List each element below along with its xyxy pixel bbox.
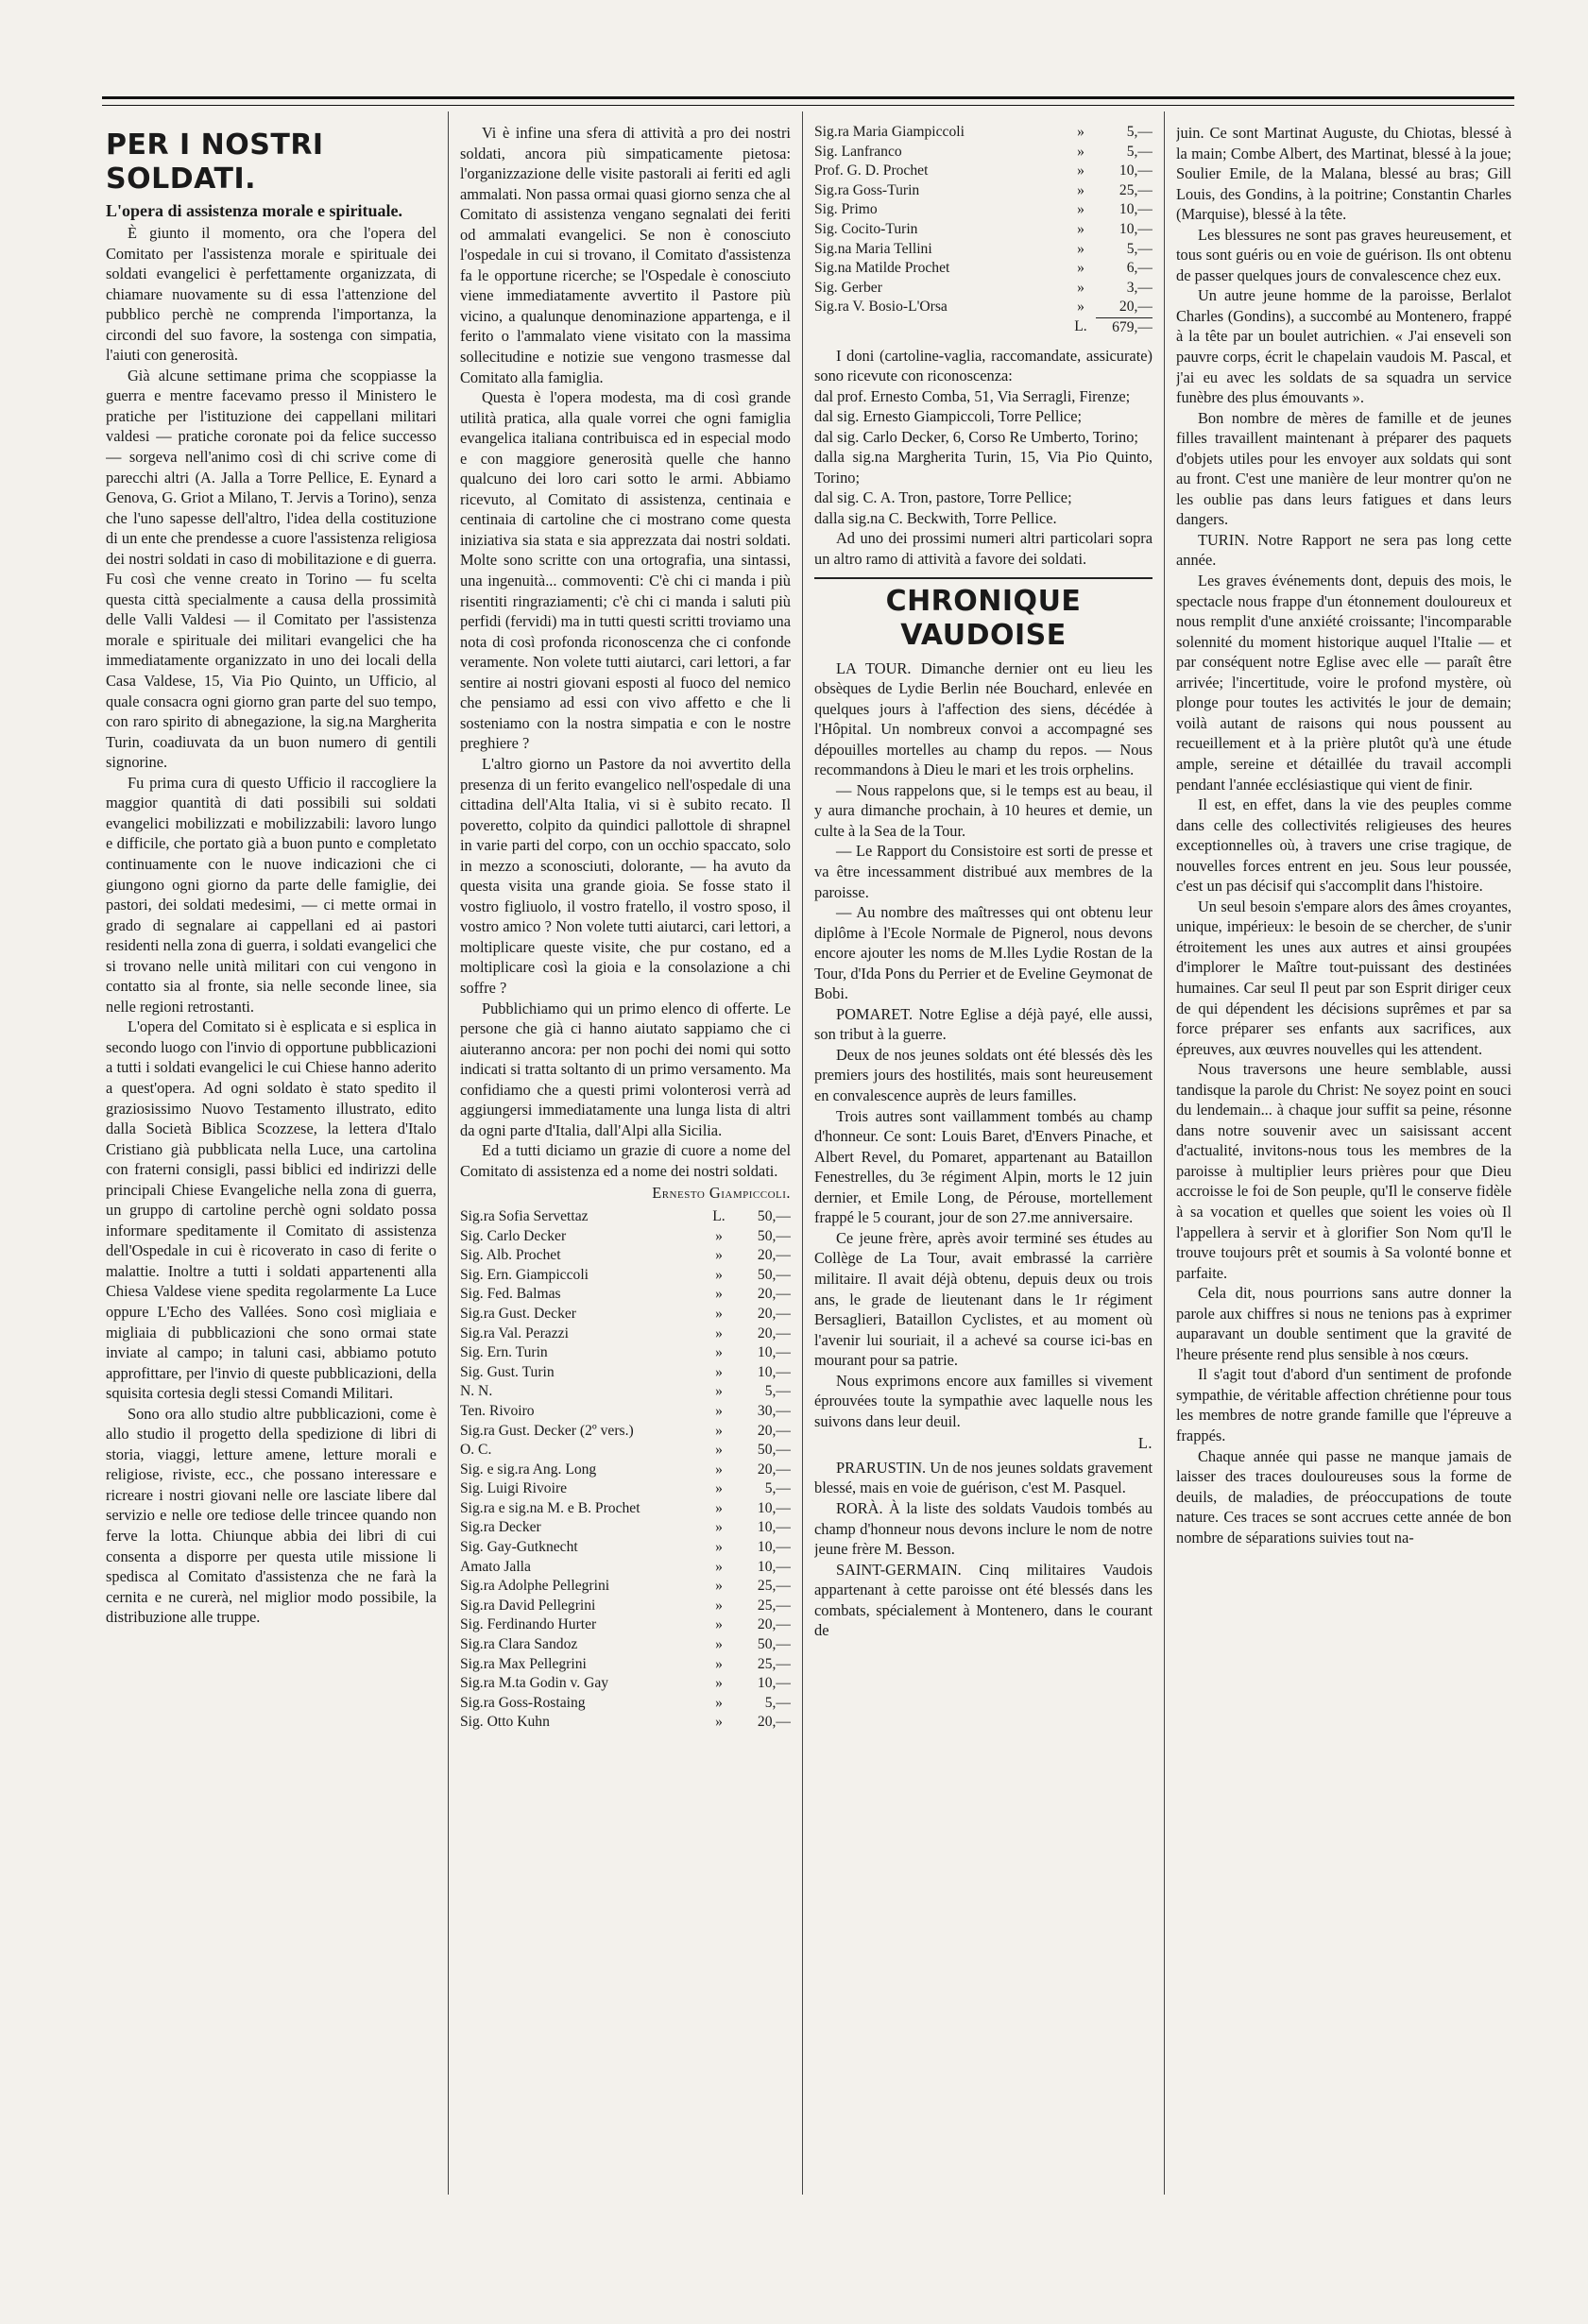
donation-amount: 20,— xyxy=(757,1616,791,1633)
currency-mark: » xyxy=(715,1324,723,1341)
donor-name: Sig. Alb. Prochet xyxy=(460,1247,561,1264)
currency-mark: » xyxy=(715,1655,723,1672)
donor-name: Sig.ra David Pellegrini xyxy=(460,1597,596,1614)
donation-row xyxy=(460,1499,791,1519)
column-separator xyxy=(1164,111,1165,2195)
donor-name: Sig.ra Clara Sandoz xyxy=(460,1636,578,1653)
donor-name: Sig. Luigi Rivoire xyxy=(460,1480,568,1497)
donation-row xyxy=(460,1382,791,1402)
currency-mark: » xyxy=(715,1266,723,1283)
article-signature: Ernesto Giampiccoli. xyxy=(652,1184,791,1203)
paragraph: Chaque année qui passe ne manque jamais de laisser des traces douloureuses sous la forme de deuils, de maladies, de préoccupations de toute nature. Ces traces se sont accrues cette année de bon nombre de séparations suivies tout na- xyxy=(1176,1446,1511,1546)
currency-mark: » xyxy=(1077,201,1084,218)
donation-amount: 10,— xyxy=(757,1539,791,1556)
paragraph: PRARUSTIN. Un de nos jeunes soldats gravement blessé, mais en voie de guérison, c'est M. Pasquel. xyxy=(814,1458,1153,1497)
article-title: PER I NOSTRI SOLDATI. xyxy=(106,128,324,196)
article-subtitle: L'opera di assistenza morale e spirituale. xyxy=(106,201,402,220)
donation-amount: 30,— xyxy=(757,1402,791,1419)
currency-mark: » xyxy=(715,1402,723,1419)
paragraph: Un autre jeune homme de la paroisse, Berlalot Charles (Gondins), a succombé au Montenero, frappé à la tête par un boulet autrichien. « J'ai enseveli son pauvre corps, écrit le chapelain vaudois M. Pascal, et j'ai eu avec les soldats de sa squadra un service funèbre des plus émouvants ». xyxy=(1176,286,1511,407)
currency-mark: » xyxy=(715,1442,723,1459)
paragraph: — Nous rappelons que, si le temps est au beau, il y aura dimanche prochain, à 10 heures et demie, un culte à la Sea de la Tour. xyxy=(814,780,1153,840)
gift-address: dal sig. Ernesto Giampiccoli, Torre Pellice; xyxy=(814,407,1083,426)
closing-note: Ad uno dei prossimi numeri altri particolari sopra un altro ramo di attività a favore dei soldati. xyxy=(814,529,1153,568)
donation-row xyxy=(814,259,1153,279)
paragraph: Un seul besoin s'empare alors des âmes croyantes, unique, impérieux: le besoin de se chercher, de s'unir étroitement les unes aux autres et ainsi groupées d'implorer le Maître tout-puissant des destinées humaines. Car seul Il peut par son Esprit diriger ceux de qui dépendent les décisions suprêmes et par sa force préparer ses enfants aux sacrifices, aux épreuves, aux œuvres nouvelles qui les attendent. xyxy=(1176,897,1511,1058)
donation-row xyxy=(460,1461,791,1480)
donation-amount: 25,— xyxy=(757,1655,791,1672)
donation-amount: 10,— xyxy=(1118,162,1153,179)
donor-name: Sig.ra Gust. Decker (2º vers.) xyxy=(460,1422,634,1439)
paragraph: Fu prima cura di questo Ufficio il raccogliere la maggior quantità di dati possibili sui soldati evangelici mobilizzati e mobilizzabili: lavoro lungo e difficile, che portato già a buon punto e completato continuamente con le nuove indicazioni che ci giungono ogni giorno da parte delle famiglie, dei pastori, dei soldati medesimi, — ci mette ormai in grado di segnalare ai cappellani ed ai pastori residenti nella zona di guerra, i soldati evangelici che si trovano nelle unità militari con cui vengono in contatto sia al fronte, sia nelle seconde linee, sia nelle regioni retrostanti. xyxy=(106,773,436,1016)
paragraph: Nous traversons une heure semblable, aussi tandisque la parole du Christ: Ne soyez point en souci du lendemain... à chaque jour suffit sa peine, résonne dans notre souvenir avec un saisissant accent d'actualité, invitons-nous tous les membres de la paroisse à multiplier leurs prières pour que Dieu accroisse le foi de Son peuple, qu'Il le conserve fidèle à sa vocation et quelles que soient les voies où Il l'appellera à servir et à glorifier Son Nom qu'Il le trouve toujours prêt et soumis à Sa volonté bonne et parfaite. xyxy=(1176,1060,1511,1282)
paragraph: Già alcune settimane prima che scoppiasse la guerra e mentre facevamo presso il Ministero le pratiche per l'istituzione dei cappellani militari valdesi — pratiche coronate poi da felice successo — sorgeva nell'animo così di chi scrive come di parecchi altri (A. Jalla a Torre Pellice, E. Eynard a Genova, G. Griot a Milano, T. Jervis a Torino), senza che l'uno sapesse dell'altro, l'idea della costituzione di un ente che prendesse a cuore l'assistenza religiosa dei nostri soldati in caso di mobilitazione e di guerra. Fu così che venne creato in Torino — fu scelta questa città specialmente a causa della prossimità delle Valli Valdesi — il Comitato per l'assistenza morale e spirituale dei militari evangelici che ha immediatamente organizzato in uno dei locali della Casa Valdese, 15, Via Pio Quinto, un Ufficio, al quale consacra ogni giorno gran parte del suo tempo, con raro spirito di abnegazione, la sig.na Margherita Turin, coadiuvata da un buon numero di gentili signorine. xyxy=(106,366,436,772)
donation-amount: 5,— xyxy=(764,1480,791,1497)
donor-name: Prof. G. D. Prochet xyxy=(814,162,929,179)
currency-mark: » xyxy=(715,1636,723,1653)
donor-name: Sig.na Maria Tellini xyxy=(814,240,932,257)
donor-name: Sig.ra Val. Perazzi xyxy=(460,1324,569,1341)
donation-amount: 25,— xyxy=(757,1578,791,1595)
donor-name: Sig. Lanfranco xyxy=(814,143,902,160)
donor-name: Sig.ra e sig.na M. e B. Prochet xyxy=(460,1499,640,1516)
section-divider xyxy=(814,577,1153,579)
currency-mark: » xyxy=(715,1694,723,1711)
column-1 xyxy=(106,123,436,1628)
currency-mark: » xyxy=(715,1675,723,1692)
donation-amount: 10,— xyxy=(757,1558,791,1575)
currency-mark: L. xyxy=(712,1207,726,1224)
donation-row xyxy=(814,143,1153,162)
donation-row xyxy=(460,1538,791,1558)
donation-amount: 10,— xyxy=(757,1519,791,1536)
currency-mark: » xyxy=(715,1286,723,1303)
donation-amount: 5,— xyxy=(764,1383,791,1400)
currency-mark: » xyxy=(1077,260,1084,277)
paragraph: LA TOUR. Dimanche dernier ont eu lieu les obsèques de Lydie Berlin née Bouchard, enlevée en quelques jours à l'affection des siens, décédée à l'Hôpital. Un nombreux convoi a accompagné ses dépouilles mortelles au champ du repos. — Nous recommandons à Dieu le mari et les trois orphelins. xyxy=(814,658,1153,779)
total-currency: L. xyxy=(1074,318,1087,335)
donation-amount: 20,— xyxy=(757,1714,791,1731)
currency-mark: » xyxy=(1077,279,1084,296)
paragraph: — Au nombre des maîtresses qui ont obtenu leur diplôme à l'Ecole Normale de Pignerol, nous devons encore ajouter les noms de M.lles Lydie Rostan de la Tour, d'Ida Pons du Perrier et de Eveline Geymonat de Bobi. xyxy=(814,903,1153,1003)
currency-mark: » xyxy=(715,1499,723,1516)
paragraph: — Le Rapport du Consistoire est sorti de presse et va être incessamment distribué aux membres de la paroisse. xyxy=(814,842,1153,901)
donation-amount: 20,— xyxy=(757,1305,791,1322)
donation-row xyxy=(460,1422,791,1442)
donation-amount: 3,— xyxy=(1126,279,1153,296)
donation-row xyxy=(460,1577,791,1597)
currency-mark: » xyxy=(1077,240,1084,257)
currency-mark: » xyxy=(715,1422,723,1439)
donor-name: Sig.ra Sofia Servettaz xyxy=(460,1207,589,1224)
donation-row xyxy=(814,200,1153,220)
donation-row xyxy=(460,1479,791,1499)
donation-row xyxy=(460,1363,791,1383)
donation-amount: 25,— xyxy=(757,1597,791,1614)
donation-row xyxy=(814,298,1153,317)
donation-row xyxy=(460,1694,791,1714)
currency-mark: » xyxy=(1077,181,1084,198)
donation-amount: 5,— xyxy=(1126,124,1153,140)
donation-amount: 10,— xyxy=(757,1675,791,1692)
donation-row xyxy=(460,1597,791,1616)
donation-amount: 20,— xyxy=(757,1461,791,1478)
donation-amount: 20,— xyxy=(757,1422,791,1439)
paragraph: Cela dit, nous pourrions sans autre donner la parole aux chiffres si nous ne tenions pas à exprimer auparavant un double sentiment que la gravité de l'heure présente rend plus sensible à nos cœurs. xyxy=(1176,1284,1511,1363)
column-2 xyxy=(460,123,791,1733)
donor-name: Sig.ra Decker xyxy=(460,1519,541,1536)
donor-name: Sig.ra M.ta Godin v. Gay xyxy=(460,1675,609,1692)
paragraph-signature: L. xyxy=(1137,1434,1153,1453)
currency-mark: » xyxy=(715,1616,723,1633)
column-separator xyxy=(448,111,449,2195)
donation-amount: 10,— xyxy=(757,1344,791,1361)
paragraph: Sono ora allo studio altre pubblicazioni, come è allo studio il progetto della spedizione di libri di storia, viaggi, letture amene, letture morali e religiose, riviste, ecc., che possano interessare e ricreare i nostri giovani nelle ore lasciate libere dal servizio e nelle ore tediose delle trincee quando non ferve la lotta. Chiunque abbia dei libri di cui consenta a disporre per questa utile missione li spedisca al Comitato d'assistenza che ne farà la cernita e ne curerà, nel miglior modo possibile, la distribuzione alle truppe. xyxy=(106,1404,436,1627)
donation-list xyxy=(460,1207,791,1733)
paragraph: juin. Ce sont Martinat Auguste, du Chiotas, blessé à la main; Combe Albert, des Martinat, blessé à la joue; Soulier Emile, de la Malana, blessé au bras; Gill Louis, des Gondins, à la poitrine; Constantin Charles (Marquise), blessé à la tête. xyxy=(1176,124,1511,224)
donation-row xyxy=(460,1635,791,1655)
currency-mark: » xyxy=(715,1578,723,1595)
column-separator xyxy=(802,111,803,2195)
currency-mark: » xyxy=(715,1519,723,1536)
donation-amount: 50,— xyxy=(757,1227,791,1244)
donation-row xyxy=(814,123,1153,143)
paragraph: Trois autres sont vaillamment tombés au champ d'honneur. Ce sont: Louis Baret, d'Envers Pinache, et Albert Revel, du Pomaret, appartenant au Bataillon Fenestrelles, du 3e régiment Alpin, morts le 12 juin dernier, et Emile Long, de Pérouse, mortellement frappé le 5 courant, jour de son 27.me anniversaire. xyxy=(814,1106,1153,1227)
donation-row xyxy=(814,220,1153,240)
donor-name: Sig. Ern. Turin xyxy=(460,1344,548,1361)
donation-amount: 6,— xyxy=(1126,260,1153,277)
donation-row xyxy=(460,1402,791,1422)
donation-row xyxy=(460,1674,791,1694)
donation-amount: 10,— xyxy=(1118,201,1153,218)
gifts-intro: I doni (cartoline-vaglia, raccomandate, assicurate) sono ricevute con riconoscenza: xyxy=(814,346,1153,385)
donor-name: Sig.ra Goss-Turin xyxy=(814,181,920,198)
donation-row xyxy=(460,1227,791,1247)
donor-name: Sig. Gust. Turin xyxy=(460,1363,555,1380)
donor-name: Sig. Ferdinando Hurter xyxy=(460,1616,597,1633)
donation-row xyxy=(814,240,1153,260)
donation-row xyxy=(460,1343,791,1363)
paragraph: Nous exprimons encore aux familles si vivement éprouvées toute la sympathie avec laquelle nous les suivons dans leur deuil. xyxy=(814,1371,1153,1430)
donor-name: Sig.ra Goss-Rostaing xyxy=(460,1694,586,1711)
donor-name: Sig.ra Gust. Decker xyxy=(460,1305,576,1322)
paragraph: Il s'agit tout d'abord d'un sentiment de profonde sympathie, de véritable affection chrétienne pour tous les membres de notre grande famille que l'épreuve a frappés. xyxy=(1176,1365,1511,1444)
donor-name: Sig. Gay-Gutknecht xyxy=(460,1539,578,1556)
donor-name: Amato Jalla xyxy=(460,1558,531,1575)
donation-amount: 5,— xyxy=(1126,240,1153,257)
donor-name: Sig. Cocito-Turin xyxy=(814,220,918,237)
currency-mark: » xyxy=(715,1363,723,1380)
donation-amount: 5,— xyxy=(1126,143,1153,160)
donor-name: Sig.ra Adolphe Pellegrini xyxy=(460,1578,610,1595)
currency-mark: » xyxy=(715,1539,723,1556)
donation-amount: 20,— xyxy=(757,1286,791,1303)
donor-name: Sig. Gerber xyxy=(814,279,882,296)
donation-amount: 10,— xyxy=(757,1499,791,1516)
donation-amount: 10,— xyxy=(757,1363,791,1380)
donation-row xyxy=(460,1655,791,1675)
donation-row xyxy=(460,1558,791,1578)
currency-mark: » xyxy=(715,1247,723,1264)
donor-name: Ten. Rivoiro xyxy=(460,1402,535,1419)
currency-mark: » xyxy=(1077,124,1084,140)
paragraph: Il est, en effet, dans la vie des peuples comme dans celle des collectivités religieuses des heures exceptionnelles où, à travers une crise tragique, de nouvelles forces entrent en jeu. Sous leur poussée, c'est un pas décisif qui s'accomplit dans l'histoire. xyxy=(1176,795,1511,896)
donation-amount: 50,— xyxy=(757,1442,791,1459)
paragraph: Questa è l'opera modesta, ma di così grande utilità pratica, alla quale vorrei che ogni famiglia evangelica italiana contribuisca ed in especial modo e con maggiore generosità quelle che hanno qualcuno dei loro cari sotto le armi. Abbiamo ricevuto, al Comitato di assistenza, centinaia e centinaia di cartoline che ci mostrano come questa iniziativa sia stata e sia apprezzata dai nostri soldati. Molte sono scritte con una ortografia, una sintassi, una ingenuità... commoventi: C'è chi ci manda i più risentiti ringraziamenti; c'è chi ci manda i saluti più perfidi (fervidi) ma in tutti questi scritti troviamo una nota di così profonda riconoscenza che ci confonde veramente. Non volete tutti aiutarci, cari lettori, a far sentire ai nostri giovani esposti al fuoco del nemico che pensiamo ad essi con vivo affetto e che li sosteniamo con la nostra simpatia e con le nostre preghiere ? xyxy=(460,388,791,753)
donor-name: Sig. Ern. Giampiccoli xyxy=(460,1266,589,1283)
donation-row xyxy=(460,1518,791,1538)
donation-list xyxy=(814,123,1153,338)
donation-amount: 20,— xyxy=(757,1324,791,1341)
currency-mark: » xyxy=(715,1558,723,1575)
donation-row xyxy=(814,162,1153,181)
paragraph: Les blessures ne sont pas graves heureusement, et tous sont guéris ou en voie de guérison. Ils ont obtenu de passer quelques jours de convalescence chez eux. xyxy=(1176,225,1511,284)
donor-name: Sig. e sig.ra Ang. Long xyxy=(460,1461,597,1478)
column-4 xyxy=(1176,123,1511,1547)
currency-mark: » xyxy=(1077,220,1084,237)
donation-amount: 10,— xyxy=(1118,220,1153,237)
section-title: CHRONIQUE VAUDOISE xyxy=(885,584,1082,652)
gift-address: dalla sig.na Margherita Turin, 15, Via Pio Quinto, Torino; xyxy=(814,448,1153,487)
donor-name: Sig. Fed. Balmas xyxy=(460,1286,561,1303)
currency-mark: » xyxy=(715,1344,723,1361)
donation-amount: 50,— xyxy=(757,1207,791,1224)
paragraph: L'opera del Comitato si è esplicata e si esplica in secondo luogo con l'invio di opportune pubblicazioni a tutti i soldati evangelici le cui Chiese hanno aderito a quest'opera. Ad ogni soldato è stato spedito il graziosissimo Nuovo Testamento illustrato, edito dalla Società Biblica Scozzese, la lettera d'Italo Cristiano già pubblicata nella Luce, una cartolina con fraterni consigli, passi biblici ed indirizzi delle principali Chiese Evangeliche nella zona di guerra, un gruppo di cartoline perchè ogni soldato possa informare speditamente il Comitato di assistenza dell'Ospedale in cui è ricoverato in caso di ferite o malattie. Inoltre a tutti i soldati appartenenti alla Chiesa Valdese viene spedita regolarmente La Luce oppure L'Echo des Vallées. Sono così migliaia e migliaia di pubblicazioni che sono ormai state inviate al campo; in taluni casi, abbiamo potuto approfittare, per l'invio di queste pubblicazioni, della squisita cortesia degli stessi Comandi Militari. xyxy=(106,1017,436,1403)
donor-name: Sig.ra V. Bosio-L'Orsa xyxy=(814,299,948,316)
gift-address: dal sig. C. A. Tron, pastore, Torre Pellice; xyxy=(814,488,1072,507)
donation-amount: 50,— xyxy=(757,1266,791,1283)
currency-mark: » xyxy=(1077,143,1084,160)
donation-amount: 50,— xyxy=(757,1636,791,1653)
donor-name: Sig. Primo xyxy=(814,201,878,218)
donation-row xyxy=(460,1324,791,1344)
paragraph: L'altro giorno un Pastore da noi avvertito della presenza di un ferito evangelico nell'ospedale di una cittadina dell'Alta Italia, vi si è subito recato. Il poveretto, colpito da quindici pallottole di shrapnel in varie parti del corpo, con un occhio spaccato, solo in mezzo a sconosciuti, dolorante, — ha avuto da questa visita una grande gioia. Se fosse stato il vostro figliuolo, il vostro fratello, il vostro sposo, il vostro amico ? Non volete tutti aiutarci, cari lettori, a moltiplicare queste visite, che pur costano, ed a moltiplicare così la gioia e la consolazione a chi soffre ? xyxy=(460,754,791,997)
donation-row xyxy=(460,1285,791,1305)
currency-mark: » xyxy=(715,1597,723,1614)
paragraph: Deux de nos jeunes soldats ont été blessés dès les premiers jours des hostilités, mais sont heureusement en convalescence auprès de leurs familles. xyxy=(814,1045,1153,1105)
donation-amount: 20,— xyxy=(1118,299,1153,316)
currency-mark: » xyxy=(715,1383,723,1400)
paragraph: Pubblichiamo qui un primo elenco di offerte. Le persone che già ci hanno aiutato sappiamo che ci aiuteranno ancora: per non pochi dei nomi qui sotto indicati si tratta soltanto di un primo versamento. Ma confidiamo che a questi primi volonterosi verrà ad aggiungersi immediatamente una lunga lista di altri da ogni parte d'Italia, dall'Alpi alla Sicilia. xyxy=(460,999,791,1139)
paragraph: È giunto il momento, ora che l'opera del Comitato per l'assistenza morale e spirituale dei soldati evangelici è perfettamente organizzata, di chiamare nuovamente su di essa l'attenzione del pubblico perchè ne comprenda l'importanza, la circondi del suo favore, la sostenga con simpatia, l'aiuti con generosità. xyxy=(106,224,436,365)
donation-row xyxy=(460,1305,791,1324)
header-rule xyxy=(102,96,1514,106)
gift-address: dal prof. Ernesto Comba, 51, Via Serragli, Firenze; xyxy=(814,386,1131,405)
paragraph: SAINT-GERMAIN. Cinq militaires Vaudois appartenant à cette paroisse ont été blessés dans les combats, spécialement à Montenero, dans le courant de xyxy=(814,1560,1153,1640)
donor-name: N. N. xyxy=(460,1383,493,1400)
paragraph: RORÀ. À la liste des soldats Vaudois tombés au champ d'honneur nous devons inclure le nom de notre jeune frère M. Besson. xyxy=(814,1498,1153,1559)
donation-row xyxy=(460,1441,791,1461)
gift-address: dalla sig.na C. Beckwith, Torre Pellice. xyxy=(814,508,1057,527)
paragraph: Bon nombre de mères de famille et de jeunes filles travaillent maintenant à préparer des paquets d'objets utiles pour les envoyer aux soldats qui sont au front. C'est une manière de leur montrer qu'on ne les oublie pas dans leurs fatigues et dans leurs dangers. xyxy=(1176,408,1511,529)
column-3 xyxy=(814,123,1153,1641)
paragraph: TURIN. Notre Rapport ne sera pas long cette année. xyxy=(1176,530,1511,570)
donation-row xyxy=(814,181,1153,201)
donation-row xyxy=(814,279,1153,299)
currency-mark: » xyxy=(715,1227,723,1244)
currency-mark: » xyxy=(1077,162,1084,179)
currency-mark: » xyxy=(715,1714,723,1731)
paragraph: Les graves événements dont, depuis des mois, le spectacle nous frappe d'un étonnement douloureux et nous remplit d'une anxiété croissante; l'incomparable solennité du moment historique auquel l'Italie — et par conséquent notre Eglise avec elle — paraît être arrivée; l'incertitude, voire le profond mystère, où plonge pour toutes les activités le jour de demain; voilà autant de raisons qui nous poussent au recueillement et à la prière plutôt qu'à une étude ample, sereine et détaillée du travail accompli pendant l'année ecclésiastique qui vient de finir. xyxy=(1176,572,1511,794)
gift-address: dal sig. Carlo Decker, 6, Corso Re Umberto, Torino; xyxy=(814,427,1138,446)
donor-name: Sig.ra Max Pellegrini xyxy=(460,1655,587,1672)
donation-amount: 20,— xyxy=(757,1247,791,1264)
currency-mark: » xyxy=(1077,299,1084,316)
donation-row xyxy=(460,1246,791,1266)
donation-total-row xyxy=(814,317,1153,337)
donation-total: 679,— xyxy=(1096,317,1153,337)
currency-mark: » xyxy=(715,1461,723,1478)
donation-row xyxy=(460,1207,791,1227)
paragraph: Ed a tutti diciamo un grazie di cuore a nome del Comitato di assistenza ed a nome dei nostri soldati. xyxy=(460,1141,791,1180)
paragraph: Ce jeune frère, après avoir terminé ses études au Collège de La Tour, avait embrassé la carrière militaire. Il avait déjà obtenu, depuis deux ou trois ans, le grade de lieutenant dans le 1r régiment Bersaglieri, Bataillon Cyclistes, et au moment où l'avenir lui souriait, il a achevé sa course ici-bas en mourant pour sa patrie. xyxy=(814,1228,1153,1370)
donor-name: Sig.na Matilde Prochet xyxy=(814,260,950,277)
donation-row xyxy=(460,1713,791,1733)
donation-row xyxy=(460,1266,791,1286)
donor-name: Sig. Carlo Decker xyxy=(460,1227,567,1244)
donor-name: Sig. Otto Kuhn xyxy=(460,1714,550,1731)
donation-row xyxy=(460,1615,791,1635)
paragraph: POMARET. Notre Eglise a déjà payé, elle aussi, son tribut à la guerre. xyxy=(814,1004,1153,1044)
currency-mark: » xyxy=(715,1305,723,1322)
donation-amount: 25,— xyxy=(1118,181,1153,198)
currency-mark: » xyxy=(715,1480,723,1497)
donor-name: Sig.ra Maria Giampiccoli xyxy=(814,124,965,140)
paragraph: Vi è infine una sfera di attività a pro dei nostri soldati, ancora più simpaticamente pietosa: l'organizzazione delle visite pastorali ai feriti ed agli ammalati. Non passa ormai quasi giorno senza che al Comitato di assistenza vengano segnalati dei feriti od ammalati evangelici. Se non è conosciuto l'ospedale in cui si trovano, il Comitato d'assistenza fa le opportune ricerche; se l'Ospedale è conosciuto viene immediatamente avvertito il Pastore più vicino, a qualunque denominazione appartenga, e il ferito o l'ammalato viene visitato con la massima sollecitudine e notizie sue vengono trasmesse dal Comitato alla famiglia. xyxy=(460,124,791,386)
donation-amount: 5,— xyxy=(764,1694,791,1711)
donor-name: O. C. xyxy=(460,1442,492,1459)
